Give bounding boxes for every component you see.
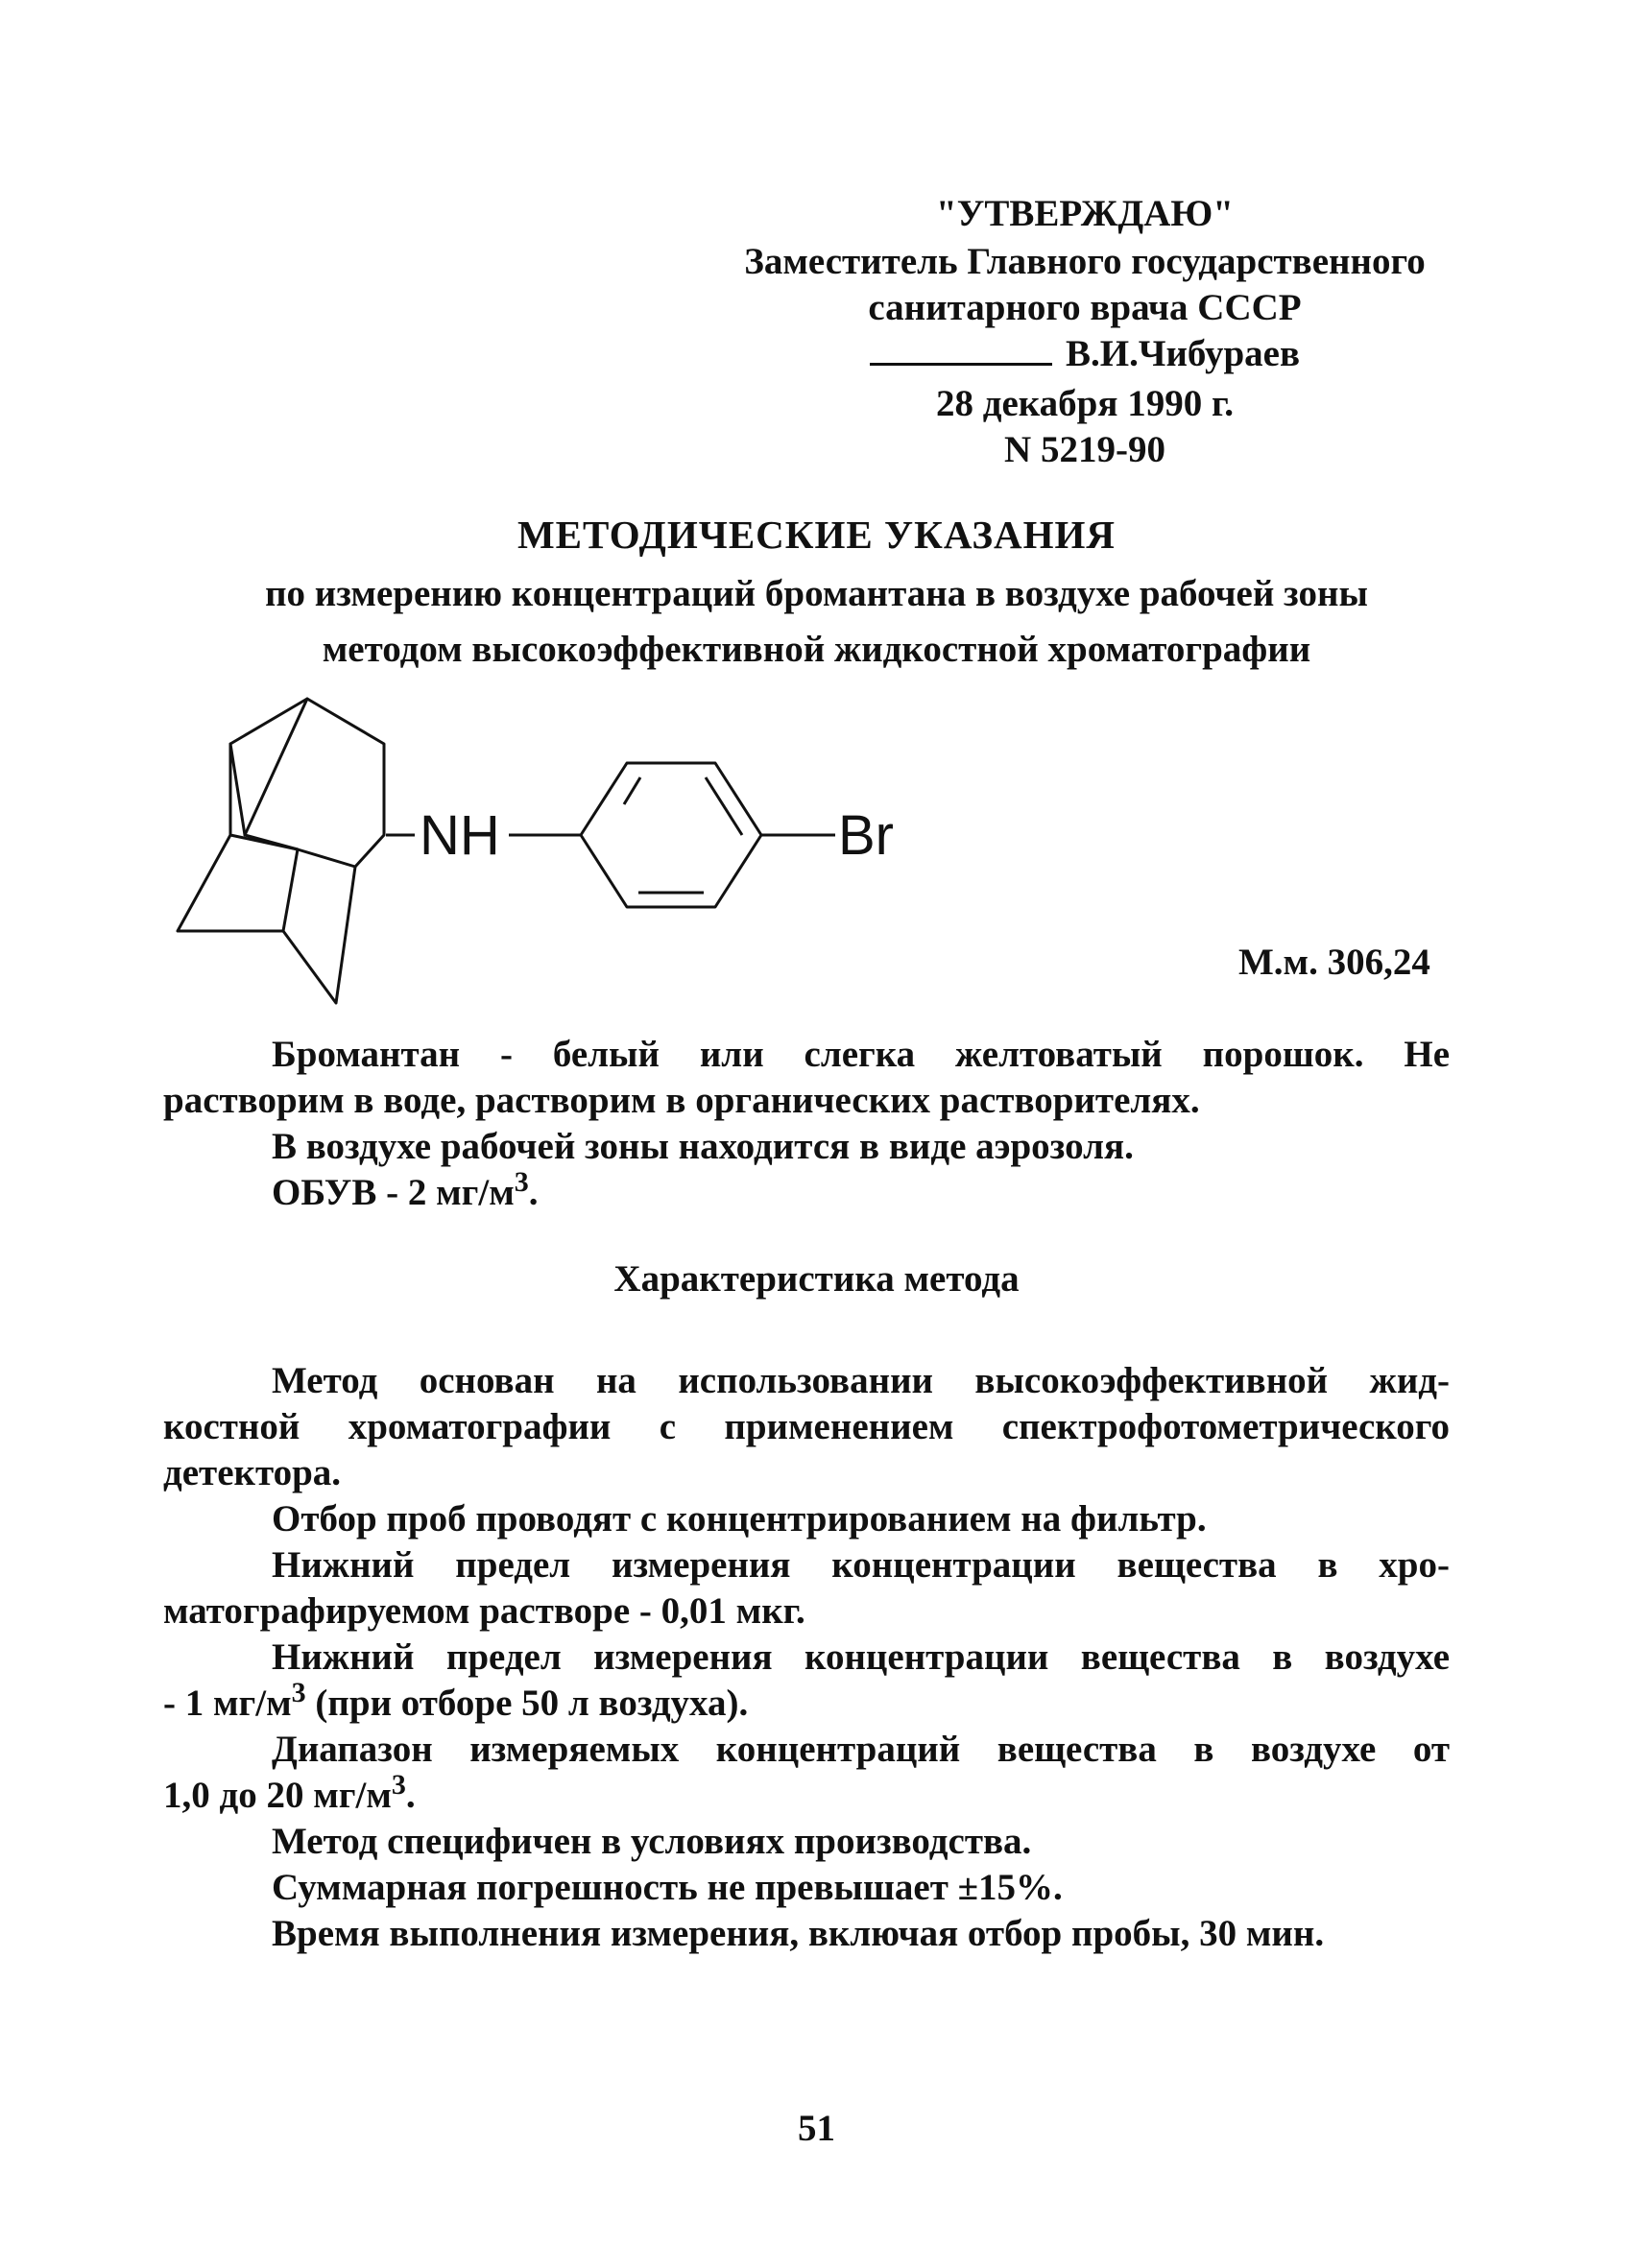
description-line4 [272,1166,539,1215]
adamantane-cage [178,699,384,1003]
description-line3: В воздухе рабочей зоны находится в виде аэрозоля. [272,1126,1134,1167]
structural-formula [163,691,1027,1008]
p4-line1: Нижний предел измерения концентрации вещества в воздухе [272,1636,1450,1678]
p7-line: Суммарная погрешность не превышает ±15%. [272,1867,1063,1908]
approval-date: 28 декабря 1990 г. [935,383,1235,424]
p3-line2: матографируемом растворе - 0,01 мкг. [163,1590,805,1632]
description-line1: Бромантан - белый или слегка желтоватый порошок. Не [272,1034,1450,1075]
approval-heading: "УТВЕРЖДАЮ" [936,193,1234,234]
approval-position-line2: санитарного врача СССР [868,287,1302,328]
p1-line2: костной хроматографии с применением спектрофотометрического [163,1406,1450,1447]
approval-position-line1: Заместитель Главного государственного [744,241,1426,282]
p4-line2-b: (при отборе 50 л воздуха). [305,1683,749,1724]
p5-line2-b: . [405,1775,416,1816]
page-number: 51 [798,2108,835,2149]
p5-line1: Диапазон измеряемых концентраций вещества в воздухе от [272,1729,1450,1770]
nh-label: NH [420,804,500,867]
p1-line1: Метод основан на использовании высокоэффективной жид- [272,1360,1450,1401]
document-subtitle-line2: методом высокоэффективной жидкостной хроматографии [322,629,1311,670]
p3-line1: Нижний предел измерения концентрации вещества в хро- [272,1544,1450,1586]
p1-line3: детектора. [163,1452,342,1493]
approval-number: N 5219-90 [1004,429,1165,470]
p5-line2-sup: 3 [391,1769,406,1801]
p4-line2-sup: 3 [291,1677,306,1708]
p5-line2-a: 1,0 до 20 мг/м [163,1775,392,1816]
approval-signature-line [672,332,1498,376]
document-subtitle-line1: по измерению концентраций бромантана в воздухе рабочей зоны [265,573,1368,614]
section-heading: Характеристика метода [613,1258,1020,1300]
p4-line2-a: - 1 мг/м [163,1683,292,1724]
molecular-weight: М.м. 306,24 [1238,942,1430,983]
br-label: Br [838,804,894,867]
p8-line: Время выполнения измерения, включая отбор пробы, 30 мин. [272,1913,1325,1954]
approval-signer: В.И.Чибураев [1065,333,1301,374]
obuv-text: ОБУВ - 2 мг/м [272,1172,515,1213]
p5-line2 [163,1769,416,1818]
signature-blank [870,336,1052,366]
p4-line2 [163,1677,749,1726]
p6-line: Метод специфичен в условиях производства. [272,1821,1032,1862]
benzene-ring [581,763,761,907]
obuv-end: . [528,1172,539,1213]
obuv-sup: 3 [514,1166,529,1198]
p2-line: Отбор проб проводят с концентрированием на фильтр. [272,1498,1207,1540]
document-title: МЕТОДИЧЕСКИЕ УКАЗАНИЯ [516,513,1117,557]
description-line2: растворим в воде, растворим в органических растворителях. [163,1080,1200,1121]
